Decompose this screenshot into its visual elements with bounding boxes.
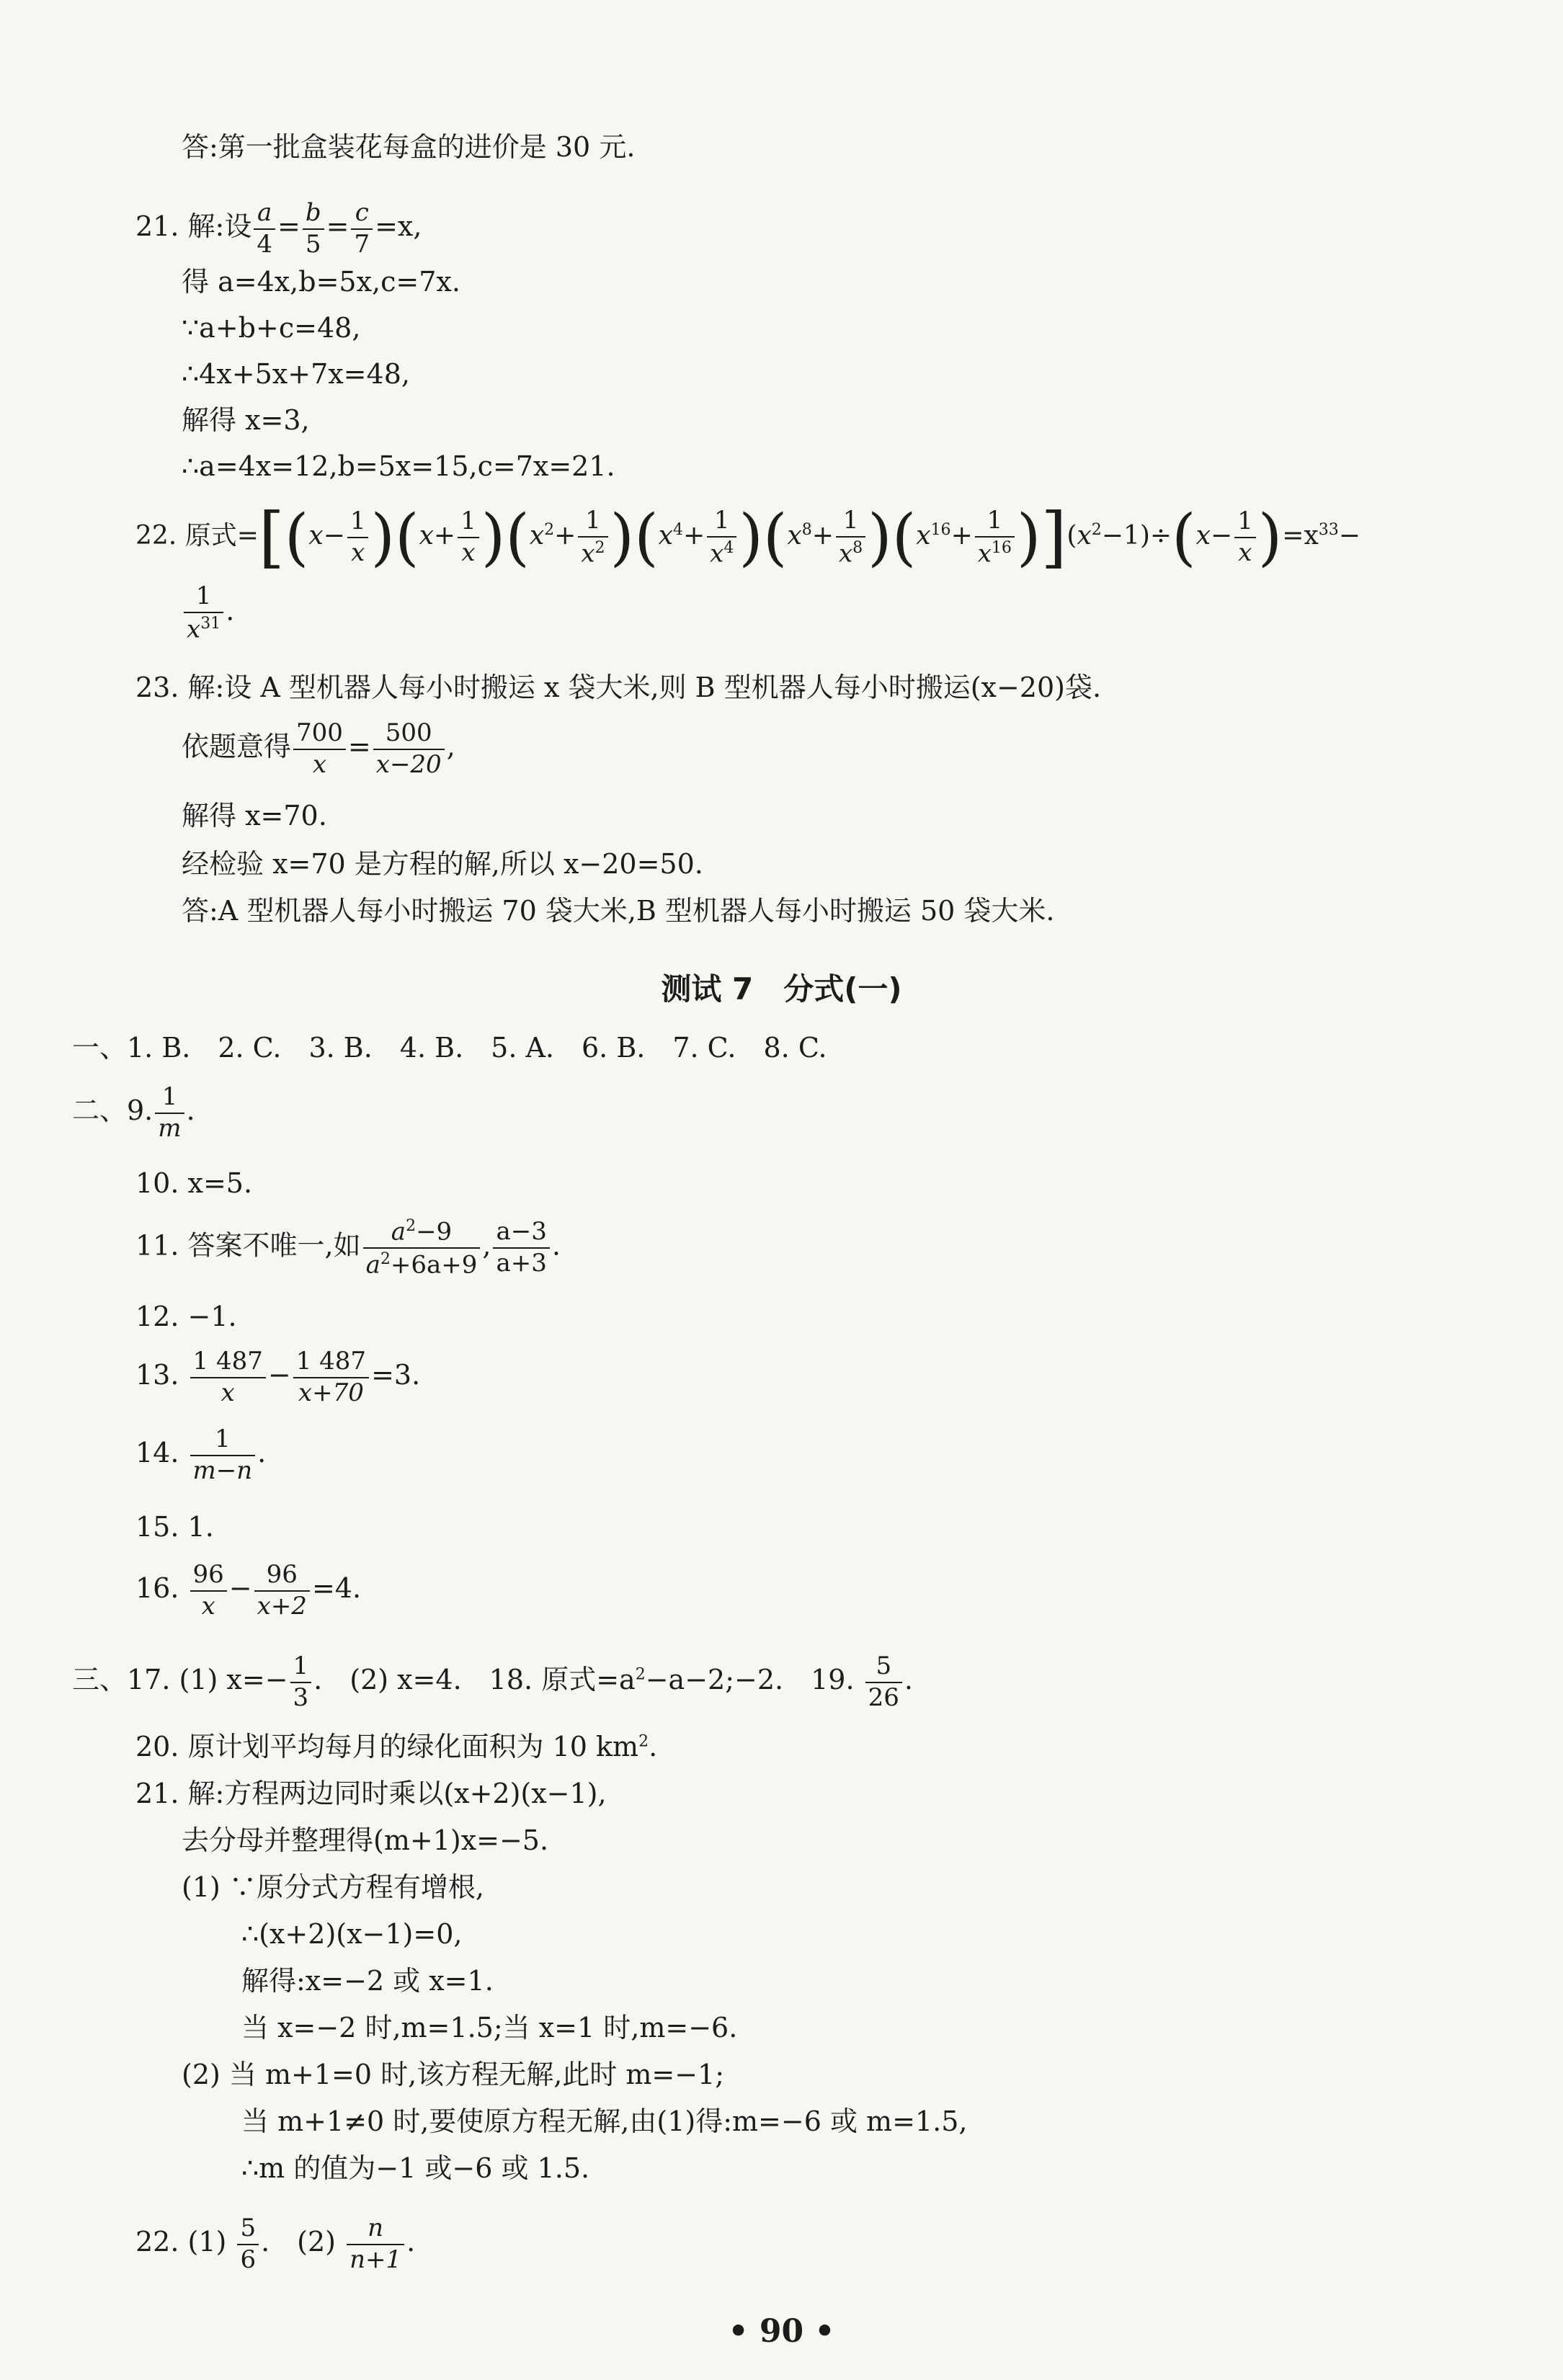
- q23-line4: 经检验 x=70 是方程的解,所以 x−20=50.: [182, 848, 703, 880]
- q21b-line8: 当 m+1≠0 时,要使原方程无解,由(1)得:m=−6 或 m=1.5,: [241, 2105, 968, 2137]
- q21-frac-a: $\frac{a}{4}$: [254, 200, 275, 257]
- q21-line1: 21. 解:设 $\frac{a}{4}$ = $\frac{b}{5}$ = $\frac{c}{7}$ =x,: [135, 198, 422, 259]
- q21b-line7: (2) 当 m+1=0 时,该方程无解,此时 m=−1;: [182, 2059, 725, 2090]
- section-title: 测试 7 分式(一): [661, 971, 902, 1007]
- sec1-answers: 一、1. B. 2. C. 3. B. 4. B. 5. A. 6. B. 7. C. 8. C.: [72, 1032, 827, 1064]
- q21-line2: 得 a=4x,b=5x,c=7x.: [182, 266, 460, 298]
- q12: 12. −1.: [135, 1301, 237, 1332]
- q21b-line9: ∴m 的值为−1 或−6 或 1.5.: [241, 2152, 590, 2184]
- q21-line3: ∵a+b+c=48,: [182, 312, 361, 344]
- q23-line2: 依题意得 $\frac{700}{x}$ = $\frac{500}{x-20}$ ,: [182, 718, 455, 779]
- q21-lead: 解:设: [187, 210, 252, 243]
- q21b-line2: 去分母并整理得(m+1)x=−5.: [182, 1824, 549, 1856]
- q21b-line3: (1) ∵原分式方程有增根,: [182, 1871, 484, 1903]
- q17-19: 三、17. (1) x=− $\frac{1}{3}$ . (2) x=4. 18. 原式$=a^2-a-2;-2$. 19. $\frac{5}{26}$ .: [72, 1652, 913, 1712]
- q20: 20. 原计划平均每月的绿化面积为 10 $km^2$.: [135, 1731, 658, 1762]
- q22-line1: 22. 原式=[(x− $\frac{1}{x}$ )(x+ $\frac{1}{x}$ )($x^2+$ $\frac{1}{x^2}$ )($x^4+$ $\frac{1}{x^4}$ )($x^8+$ $\frac{1}{x^8}$ )($x^{16}+$ $\frac{1}{x^{16}}$ )]$(x^2-1)\div(x-$ $\frac{1}{x}$ )$=x^{33}-$: [135, 499, 1361, 576]
- q21b-line4: ∴(x+2)(x−1)=0,: [241, 1918, 463, 1950]
- q21-frac-b: $\frac{b}{5}$: [303, 200, 324, 257]
- q10: 10. x=5.: [135, 1167, 253, 1199]
- q15: 15. 1.: [135, 1511, 214, 1543]
- q23-line3: 解得 x=70.: [182, 800, 327, 832]
- page-number: • 90 •: [728, 2313, 835, 2350]
- q21-line5: 解得 x=3,: [182, 404, 310, 436]
- q21b-line6: 当 x=−2 时,m=1.5;当 x=1 时,m=−6.: [241, 2012, 738, 2043]
- q9: 二、9. $\frac{1}{m}$ .: [72, 1082, 195, 1143]
- q22b: 22. (1) $\frac{5}{6}$ . (2) $\frac{n}{n+1}$ .: [135, 2214, 416, 2274]
- q23-line5: 答:A 型机器人每小时搬运 70 袋大米,B 型机器人每小时搬运 50 袋大米.: [182, 895, 1055, 927]
- q21-line4: ∴4x+5x+7x=48,: [182, 358, 410, 390]
- q21-number: 21.: [135, 210, 179, 243]
- q22-line2: $\frac{1}{x^{31}}$ .: [0, 584, 1563, 643]
- q21b-line5: 解得:x=−2 或 x=1.: [241, 1965, 494, 1997]
- q22-number: 22.: [135, 521, 177, 551]
- q11: 11. 答案不唯一,如 $\frac{a^2-9}{a^2+6a+9}$ , $\frac{a-3}{a+3}$ .: [135, 1217, 561, 1280]
- q21-frac-c: $\frac{c}{7}$: [351, 200, 373, 257]
- q13: 13. $\frac{1 487}{x}$ − $\frac{1 487}{x+70}$ =3.: [135, 1347, 421, 1407]
- answer-flower: [0, 133, 1563, 161]
- answer-flower-text: 答:第一批盒装花每盒的进价是 30 元.: [182, 131, 636, 163]
- q14: 14. $\frac{1}{m-n}$ .: [135, 1425, 267, 1485]
- q16: 16. $\frac{96}{x}$ − $\frac{96}{x+2}$ =4.: [135, 1560, 362, 1621]
- q21-line6: ∴a=4x=12,b=5x=15,c=7x=21.: [182, 450, 615, 482]
- q21b-line1: 21. 解:方程两边同时乘以(x+2)(x−1),: [135, 1778, 607, 1809]
- q23-line1: 23. 解:设 A 型机器人每小时搬运 x 袋大米,则 B 型机器人每小时搬运(x−20)袋.: [135, 672, 1102, 703]
